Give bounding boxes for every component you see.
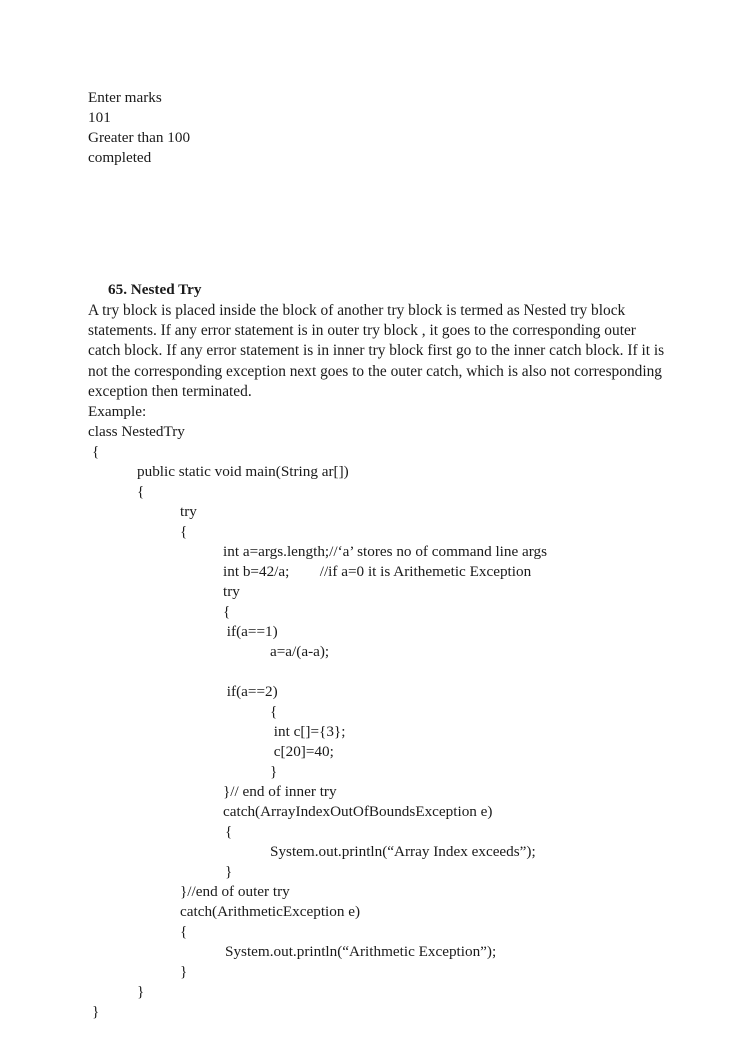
code-line: } <box>137 983 145 1001</box>
paragraph-line: statements. If any error statement is in outer try block , it goes to the corresponding outer <box>88 322 636 340</box>
code-line: int b=42/a; //if a=0 it is Arithemetic Exception <box>223 563 532 581</box>
paragraph-line: exception then terminated. <box>88 382 252 400</box>
code-line: { <box>270 703 278 721</box>
code-line: { <box>180 523 188 541</box>
code-line: } <box>92 1003 100 1021</box>
code-line: catch(ArrayIndexOutOfBoundsException e) <box>223 803 493 821</box>
code-line: { <box>92 443 100 461</box>
code-line: class NestedTry <box>88 423 185 441</box>
code-line: if(a==2) <box>223 683 278 701</box>
code-line: { <box>225 823 233 841</box>
code-line: System.out.println(“Arithmetic Exception”); <box>225 943 497 961</box>
code-line: { <box>137 483 145 501</box>
code-line: if(a==1) <box>223 623 278 641</box>
code-line: } <box>270 763 278 781</box>
code-line: }// end of inner try <box>223 783 337 801</box>
code-line: catch(ArithmeticException e) <box>180 903 361 921</box>
section-paragraph <box>88 301 668 402</box>
code-line: }//end of outer try <box>180 883 290 901</box>
console-output-line: Greater than 100 <box>88 129 191 146</box>
code-line: int a=args.length;//‘a’ stores no of command line args <box>223 543 548 561</box>
paragraph-line: not the corresponding exception next goes to the outer catch, which is also not corresponding <box>88 362 663 380</box>
page-content <box>88 88 668 1022</box>
code-line: { <box>223 603 231 621</box>
paragraph-line: A try block is placed inside the block of another try block is termed as Nested try block <box>88 302 626 319</box>
console-output-line: 101 <box>88 109 111 126</box>
code-line: public static void main(String ar[]) <box>137 463 349 481</box>
section-heading: 65. Nested Try <box>108 281 202 298</box>
code-line: } <box>180 963 188 981</box>
example-label: Example: <box>88 403 147 421</box>
code-line: } <box>225 863 233 881</box>
code-line: a=a/(a-a); <box>270 643 330 661</box>
code-line: try <box>223 583 240 601</box>
code-line: c[20]=40; <box>270 743 334 761</box>
code-line: int c[]={3}; <box>270 723 346 741</box>
console-output-line: Enter marks <box>88 89 162 106</box>
code-listing <box>88 422 668 1022</box>
code-line <box>88 662 668 682</box>
code-line: { <box>180 923 188 941</box>
console-output-line: completed <box>88 149 152 166</box>
code-line: try <box>180 503 197 521</box>
code-line: System.out.println(“Array Index exceeds”); <box>270 843 536 861</box>
paragraph-line: catch block. If any error statement is in inner try block first go to the inner catch block. If it is <box>88 342 665 360</box>
console-output-block <box>88 88 668 168</box>
